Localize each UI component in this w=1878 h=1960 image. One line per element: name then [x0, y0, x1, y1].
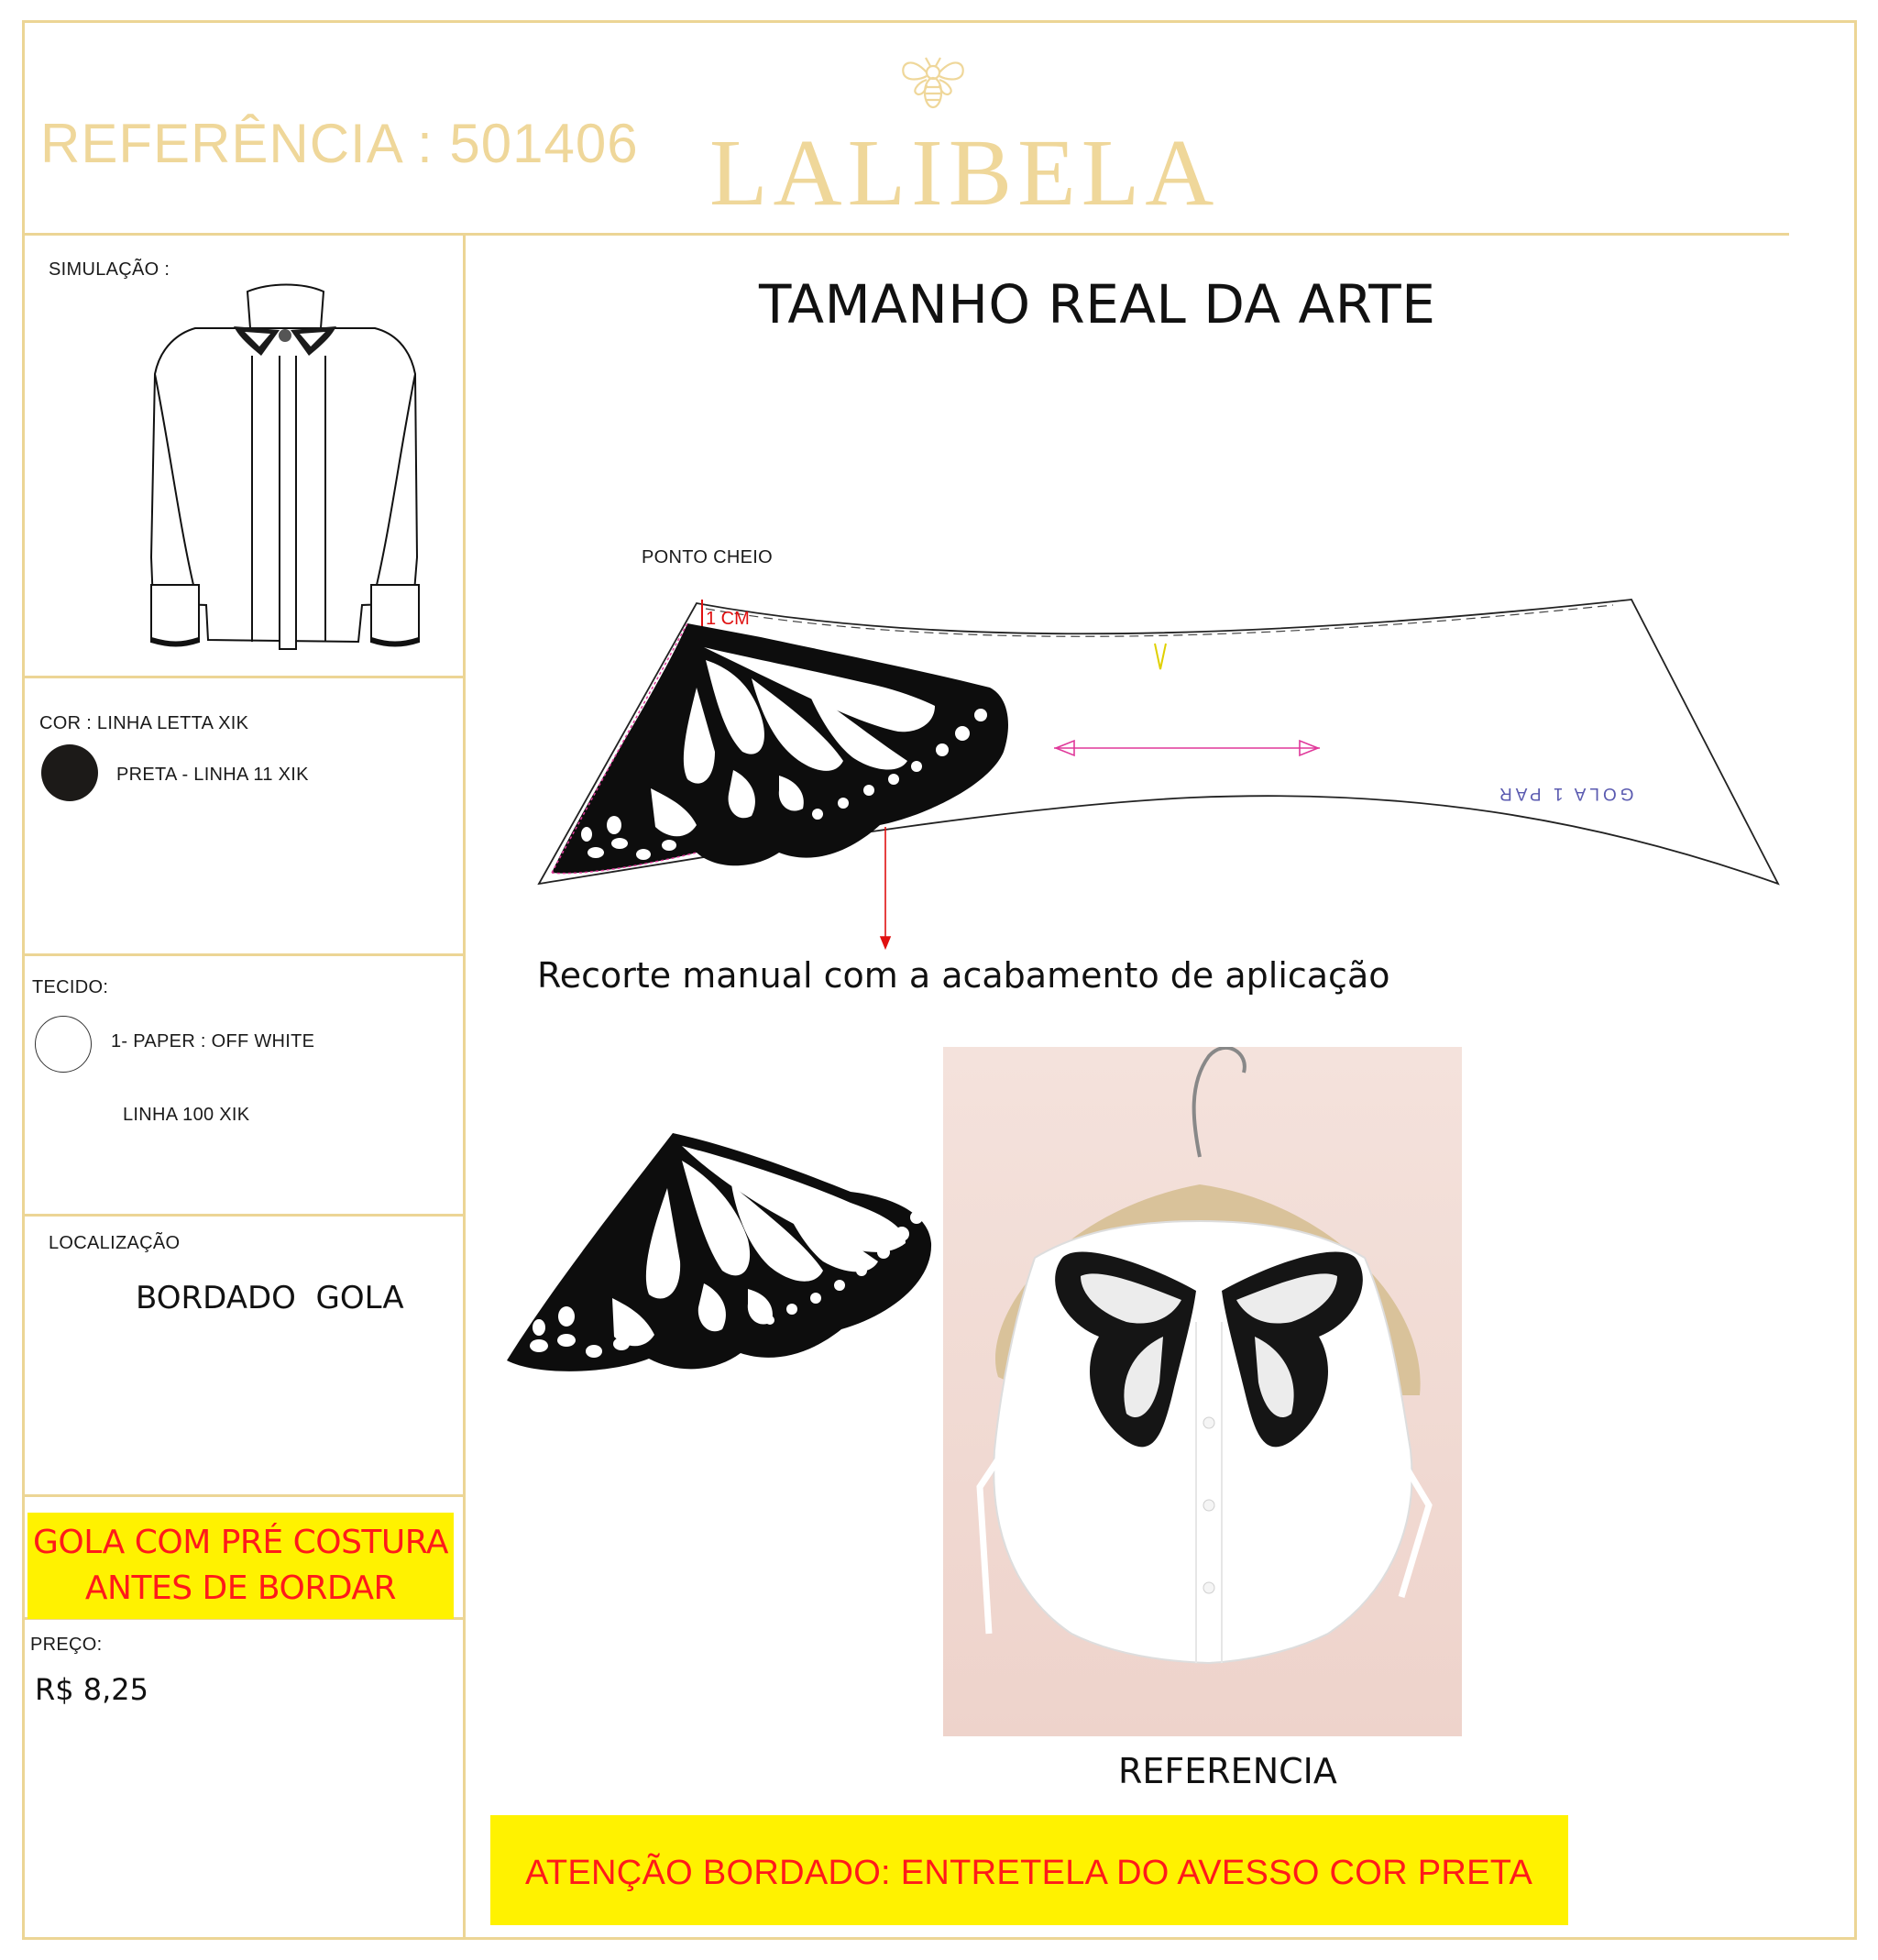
brand-logo [697, 50, 1220, 226]
frame-bottom [22, 1937, 1857, 1940]
fabric-label: TECIDO: [32, 977, 109, 997]
frame-top [22, 20, 1857, 23]
simulation-label: SIMULAÇÃO : [49, 259, 170, 280]
pre-sew-warning [27, 1513, 454, 1619]
location-value: BORDADO GOLA [136, 1280, 404, 1316]
warning-line-2: ANTES DE BORDAR [84, 1569, 397, 1607]
stitch-label: PONTO CHEIO [642, 547, 773, 567]
sidebar-sep-2 [22, 953, 466, 956]
reference-photo [943, 1047, 1462, 1736]
black-color-swatch [41, 744, 98, 801]
sidebar-sep-1 [22, 676, 466, 678]
reference-caption: REFERENCIA [1118, 1751, 1337, 1791]
shirt-sketch [142, 282, 435, 667]
collar-photo [943, 1047, 1462, 1736]
color-item-label: PRETA - LINHA 11 XIK [116, 765, 309, 785]
fabric-item-label: 1- PAPER : OFF WHITE [111, 1031, 315, 1052]
collar-pattern [532, 587, 1796, 889]
frame-right [1854, 20, 1857, 1940]
frame-left [22, 20, 25, 1940]
fabric-thread: LINHA 100 XIK [123, 1105, 250, 1125]
bee-icon [898, 52, 968, 116]
cut-note: Recorte manual com a acabamento de aplicação [537, 955, 1390, 996]
butterfly-wing-art [502, 1133, 933, 1381]
color-label: COR : LINHA LETTA XIK [39, 713, 249, 733]
price-value: R$ 8,25 [35, 1672, 149, 1707]
attention-banner [490, 1815, 1568, 1925]
attention-text: ATENÇÃO BORDADO: ENTRETELA DO AVESSO COR PRETA [525, 1854, 1533, 1892]
measure-label: 1 CM [706, 609, 750, 629]
brand-name: LALIBELA [709, 120, 1220, 226]
location-label: LOCALIZAÇÃO [49, 1233, 181, 1253]
sidebar-divider [463, 233, 466, 1940]
warning-line-1: GOLA COM PRÉ COSTURA [33, 1524, 448, 1561]
reference-number: REFERÊNCIA : 501406 [40, 113, 639, 174]
header-divider [22, 233, 1789, 236]
off-white-swatch [35, 1016, 92, 1073]
price-label: PREÇO: [30, 1635, 103, 1655]
sidebar-sep-4 [22, 1494, 466, 1497]
pattern-text: GOLA 1 PAR [1496, 784, 1634, 803]
sidebar-sep-3 [22, 1214, 466, 1217]
page-title: TAMANHO REAL DA ARTE [759, 273, 1436, 336]
